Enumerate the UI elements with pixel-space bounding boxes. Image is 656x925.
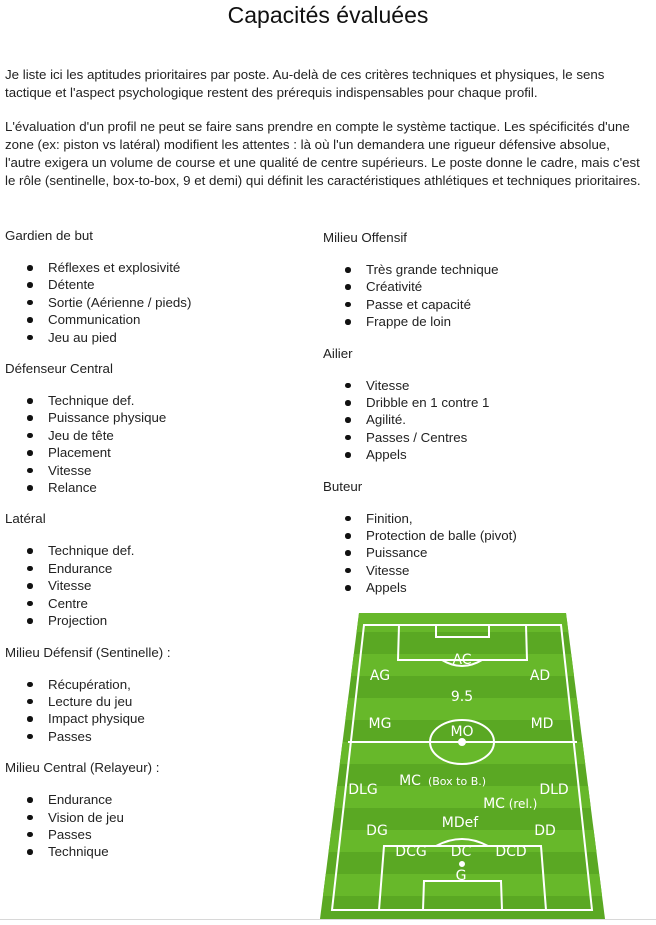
label-md: MD bbox=[530, 716, 554, 732]
list-item: Centre bbox=[5, 595, 305, 612]
list-item: Sortie (Aérienne / pieds) bbox=[5, 294, 305, 311]
list-item: Endurance bbox=[5, 791, 305, 808]
list-gardien bbox=[5, 259, 305, 346]
page-bottom-divider bbox=[0, 919, 656, 920]
label-mc-rel-sub: (rel.) bbox=[508, 797, 538, 811]
list-milieu-offensif bbox=[323, 261, 643, 331]
list-item: Puissance bbox=[323, 544, 643, 561]
label-ac: AC bbox=[452, 652, 472, 668]
list-item: Placement bbox=[5, 444, 305, 461]
label-mg: MG bbox=[368, 716, 392, 732]
list-item: Impact physique bbox=[5, 710, 305, 727]
list-item: Très grande technique bbox=[323, 261, 643, 278]
list-item: Appels bbox=[323, 579, 643, 596]
list-item: Vision de jeu bbox=[5, 809, 305, 826]
list-item: Communication bbox=[5, 311, 305, 328]
list-item: Endurance bbox=[5, 560, 305, 577]
label-dlg: DLG bbox=[348, 782, 378, 798]
list-item: Agilité. bbox=[323, 411, 643, 428]
football-pitch-diagram bbox=[318, 610, 607, 920]
list-item: Vitesse bbox=[323, 562, 643, 579]
label-mc-box-sub: (Box to B.) bbox=[427, 775, 487, 788]
page-title: Capacités évaluées bbox=[227, 2, 429, 28]
label-dg: DG bbox=[366, 823, 388, 839]
list-item: Jeu de tête bbox=[5, 427, 305, 444]
section-title-lateral: Latéral bbox=[5, 511, 46, 527]
list-item: Technique def. bbox=[5, 542, 305, 559]
section-title-milieu-defensif: Milieu Défensif (Sentinelle) : bbox=[5, 644, 171, 660]
list-item: Projection bbox=[5, 612, 305, 629]
label-dld: DLD bbox=[539, 782, 569, 798]
list-item: Réflexes et explosivité bbox=[5, 259, 305, 276]
list-item: Passes bbox=[5, 728, 305, 745]
list-item: Vitesse bbox=[5, 577, 305, 594]
list-item: Jeu au pied bbox=[5, 329, 305, 346]
left-column bbox=[5, 227, 305, 861]
list-item: Détente bbox=[5, 276, 305, 293]
label-mc-box: MC bbox=[399, 773, 421, 789]
section-title-buteur: Buteur bbox=[323, 478, 363, 494]
intro-paragraph: Je liste ici les aptitudes prioritaires par poste. Au-delà de ces critères techniques et physiques, le sens tactique et l'aspect psychologique restent des prérequis indispensables pour chaque profil. bbox=[5, 67, 605, 100]
label-g: G bbox=[455, 868, 467, 884]
list-item: Vitesse bbox=[323, 377, 643, 394]
list-item: Finition, bbox=[323, 510, 643, 527]
label-dc: DC bbox=[450, 844, 472, 860]
list-item: Passe et capacité bbox=[323, 296, 643, 313]
list-item: Dribble en 1 contre 1 bbox=[323, 394, 643, 411]
list-ailier bbox=[323, 377, 643, 464]
section-title-milieu-central: Milieu Central (Relayeur) : bbox=[5, 760, 160, 776]
label-mo: MO bbox=[450, 724, 474, 740]
list-lateral bbox=[5, 542, 305, 629]
label-dcd: DCD bbox=[495, 844, 527, 860]
section-title-ailier: Ailier bbox=[323, 345, 353, 361]
list-defenseur-central bbox=[5, 392, 305, 496]
list-item: Puissance physique bbox=[5, 409, 305, 426]
list-item: Récupération, bbox=[5, 676, 305, 693]
list-buteur bbox=[323, 510, 643, 597]
right-column bbox=[323, 229, 643, 597]
label-dcg: DCG bbox=[395, 844, 427, 860]
list-item: Passes / Centres bbox=[323, 429, 643, 446]
list-item: Relance bbox=[5, 479, 305, 496]
section-title-defenseur-central: Défenseur Central bbox=[5, 361, 113, 377]
pitch-svg bbox=[318, 610, 607, 920]
list-milieu-defensif bbox=[5, 676, 305, 746]
tactical-paragraph: L'évaluation d'un profil ne peut se faire sans prendre en compte le système tactique. Les spécificités d'une zone (ex: piston vs latéral) modifient les attentes : là où l'un demandera une rigueur défensive absolue, l'autre exigera un volume de course et une qualité de centre supérieurs. Le poste donne le cadre, mais c'est le rôle (sentinelle, box-to-box, 9 et demi) qui définit les caractéristiques athlétiques et techniques prioritaires. bbox=[5, 119, 641, 188]
section-title-milieu-offensif: Milieu Offensif bbox=[323, 230, 408, 245]
label-ad: AD bbox=[529, 668, 551, 684]
label-ag: AG bbox=[369, 668, 391, 684]
list-item: Protection de balle (pivot) bbox=[323, 527, 643, 544]
label-mdef: MDef bbox=[441, 815, 479, 831]
section-title-gardien: Gardien de but bbox=[5, 228, 93, 243]
list-item: Technique bbox=[5, 843, 305, 860]
list-item: Lecture du jeu bbox=[5, 693, 305, 710]
list-item: Technique def. bbox=[5, 392, 305, 409]
list-milieu-central bbox=[5, 791, 305, 861]
list-item: Frappe de loin bbox=[323, 313, 643, 330]
list-item: Appels bbox=[323, 446, 643, 463]
list-item: Passes bbox=[5, 826, 305, 843]
label-mc-rel: MC bbox=[483, 796, 505, 812]
label-dd: DD bbox=[534, 823, 556, 839]
list-item: Créativité bbox=[323, 278, 643, 295]
label-nine-half: 9.5 bbox=[450, 689, 474, 705]
list-item: Vitesse bbox=[5, 462, 305, 479]
